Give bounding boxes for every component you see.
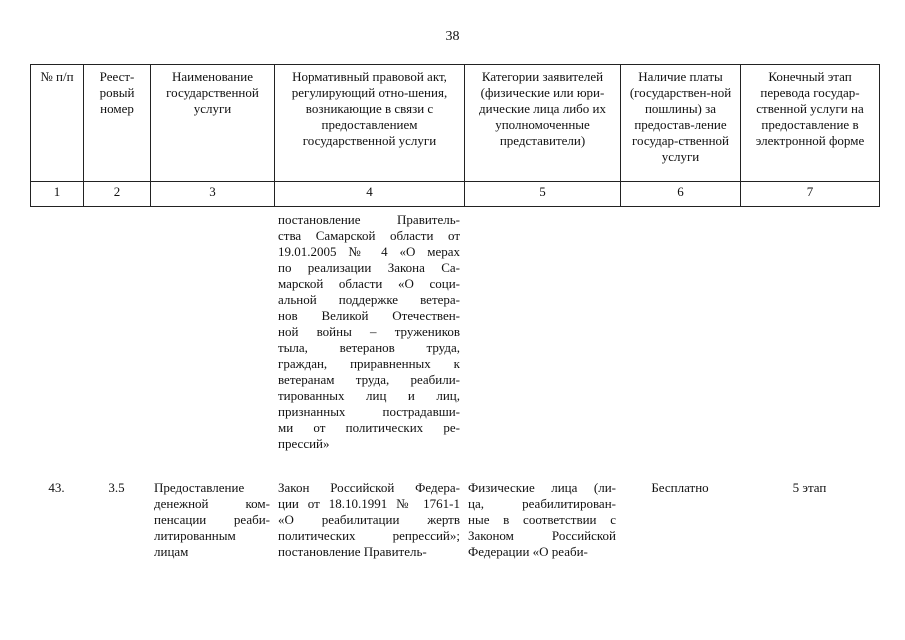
header-row [31,65,880,182]
legal-act-line: ции от 18.10.1991 № 1761-1 [278,496,460,511]
applicant-category-line: Законом Российской [468,528,616,543]
continuation-text-line: признанных пострадавши- [278,404,460,419]
continuation-text-line: нов Великой Отечествен- [278,308,460,323]
continuation-text-line: тыла, ветеранов труда, [278,340,460,355]
service-name-line: Предоставление [154,480,245,495]
fee-cell: Бесплатно [651,480,709,495]
continuation-text-line: ной войны – тружеников [278,324,460,339]
col-header-stage: Конечный этап перевода государ-ственной услуги на предоставление в электронной форме [741,65,880,182]
applicant-category-line: ные в соответствии с [468,512,616,527]
page-number: 38 [445,29,460,44]
legal-act-line: Закон Российской Федера- [278,480,460,495]
col-header-registry: Реест-ровый номер [84,65,151,182]
col-header-fee: Наличие платы (государствен-ной пошлины) за предостав-ление государ-ственной услуги [621,65,741,182]
legal-act-cell [274,480,464,560]
col-header-service: Наименование государственной услуги [151,65,275,182]
table-row [30,480,879,560]
col-number: 7 [741,182,880,207]
col-number: 1 [31,182,84,207]
registry-number: 3.5 [108,480,125,495]
continuation-text-line: тированных лиц и лиц, [278,388,460,403]
continuation-text-line: ства Самарской области от [278,228,460,243]
column-number-row [31,182,880,207]
continuation-row [30,212,879,480]
continuation-text-line: ветеранам труда, реабили- [278,372,460,387]
col-number: 6 [621,182,741,207]
legal-act-line: политических репрессий»; [278,528,460,543]
service-name-line: пенсации реаби- [154,512,270,527]
service-name-line: лицам [154,544,189,559]
legal-act-line: постановление Правитель- [278,544,427,559]
table-header [30,64,880,207]
continuation-text-line: прессий» [278,436,330,451]
col-number: 2 [84,182,151,207]
applicant-category-line: Федерации «О реаби- [468,544,588,559]
applicant-category-line: Физические лица (ли- [468,480,616,495]
continuation-text-line: ми от политических ре- [278,420,460,435]
applicant-category-cell [464,480,620,560]
service-name-line: денежной ком- [154,496,270,511]
applicant-category-line: ца, реабилитирован- [468,496,616,511]
continuation-text-line: граждан, приравненных к [278,356,460,371]
service-name-cell [150,480,274,560]
continuation-text-line: постановление Правитель- [278,212,460,227]
row-number: 43. [48,480,65,495]
continuation-text-line: марской области «О соци- [278,276,460,291]
col-header-category: Категории заявителей (физические или юри-дические лица либо их уполномоченные представители) [465,65,621,182]
continuation-text-line: 19.01.2005 № 4 «О мерах [278,244,460,259]
col-header-act: Нормативный правовой акт, регулирующий отно-шения, возникающие в связи с предоставлением государственной услуги [275,65,465,182]
col-number: 3 [151,182,275,207]
service-name-line: литированным [154,528,236,543]
col-number: 4 [275,182,465,207]
continuation-text-line: по реализации Закона Са- [278,260,460,275]
col-number: 5 [465,182,621,207]
stage-cell: 5 этап [792,480,827,495]
legal-act-line: «О реабилитации жертв [278,512,460,527]
continuation-act-cell [274,212,464,480]
table-body [30,212,879,560]
col-header-num: № п/п [31,65,84,182]
continuation-text-line: альной поддержке ветера- [278,292,460,307]
